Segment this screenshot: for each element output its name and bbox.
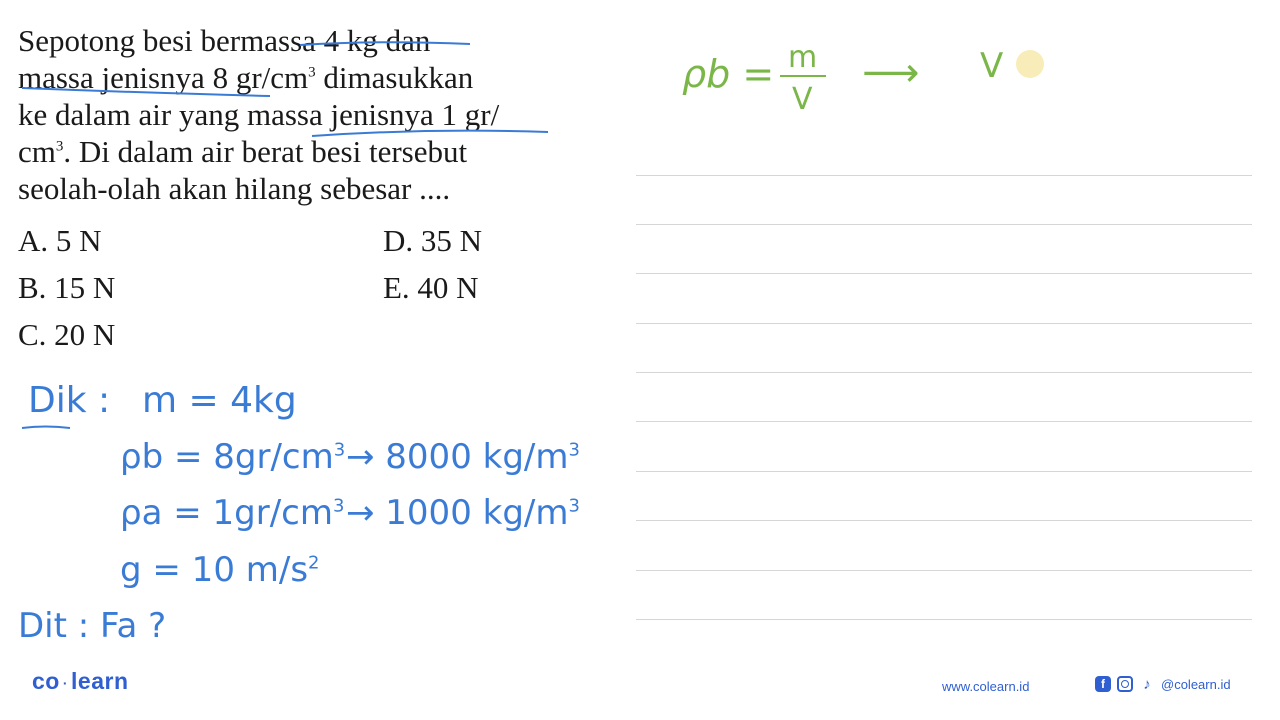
- dik-label: Dik :: [28, 380, 111, 421]
- social-links: [1095, 676, 1231, 692]
- question-line-5: seolah-olah akan hilang sebesar ....: [18, 171, 451, 206]
- notebook-rule: [636, 619, 1252, 620]
- formula-numerator: m: [788, 40, 818, 75]
- social-handle[interactable]: @colearn.id: [1161, 676, 1231, 692]
- tiktok-icon[interactable]: ♪: [1143, 675, 1151, 693]
- dit-line: Dit : Fa ?: [18, 606, 167, 646]
- question-line-2: massa jenisnya 8 $gr/cm^3$ dimasukkan: [18, 60, 474, 95]
- notebook-rule: [636, 421, 1252, 422]
- notebook-rule: [636, 224, 1252, 225]
- notebook-rule: [636, 175, 1252, 176]
- water-density-converted: → 1000 $kg/m^3$: [346, 493, 580, 533]
- notebook-rule: [636, 471, 1252, 472]
- arrow-icon: ⟶: [862, 50, 920, 96]
- fraction-bar: [780, 75, 826, 77]
- iron-density-converted: → 8000 $kg/m^3$: [346, 437, 580, 477]
- water-density-line: $\rho a = 1gr/cm^3$: [120, 493, 345, 533]
- question-text: [18, 22, 630, 207]
- question-line-3: ke dalam air yang massa jenisnya 1 gr/: [18, 97, 500, 132]
- notebook-rule: [636, 273, 1252, 274]
- question-line-4: $cm^3$. Di dalam air berat besi tersebut: [18, 134, 468, 169]
- option-c: C. 20 N: [18, 317, 116, 352]
- density-formula-lhs: ρb =: [682, 52, 775, 96]
- notebook-rule: [636, 372, 1252, 373]
- notebook-rule: [636, 520, 1252, 521]
- option-e: E. 40 N: [383, 270, 479, 305]
- option-b: B. 15 N: [18, 270, 116, 305]
- notebook-rule: [636, 323, 1252, 324]
- website-link[interactable]: www.colearn.id: [942, 679, 1030, 694]
- question-line-1: Sepotong besi bermassa 4 kg dan: [18, 23, 431, 58]
- notebook-rule: [636, 570, 1252, 571]
- formula-denominator: V: [792, 82, 813, 117]
- option-a: A. 5 N: [18, 223, 102, 258]
- colearn-logo: co · learn: [32, 668, 129, 694]
- instagram-icon[interactable]: [1117, 676, 1133, 692]
- gravity-line: g = 10 $m/s^2$: [120, 550, 320, 590]
- option-d: D. 35 N: [383, 223, 483, 258]
- iron-density-line: $\rho b = 8gr/cm^3$: [120, 437, 346, 477]
- facebook-icon[interactable]: f: [1095, 676, 1111, 692]
- mass-line: m = 4kg: [142, 380, 297, 421]
- formula-result: V: [980, 46, 1004, 86]
